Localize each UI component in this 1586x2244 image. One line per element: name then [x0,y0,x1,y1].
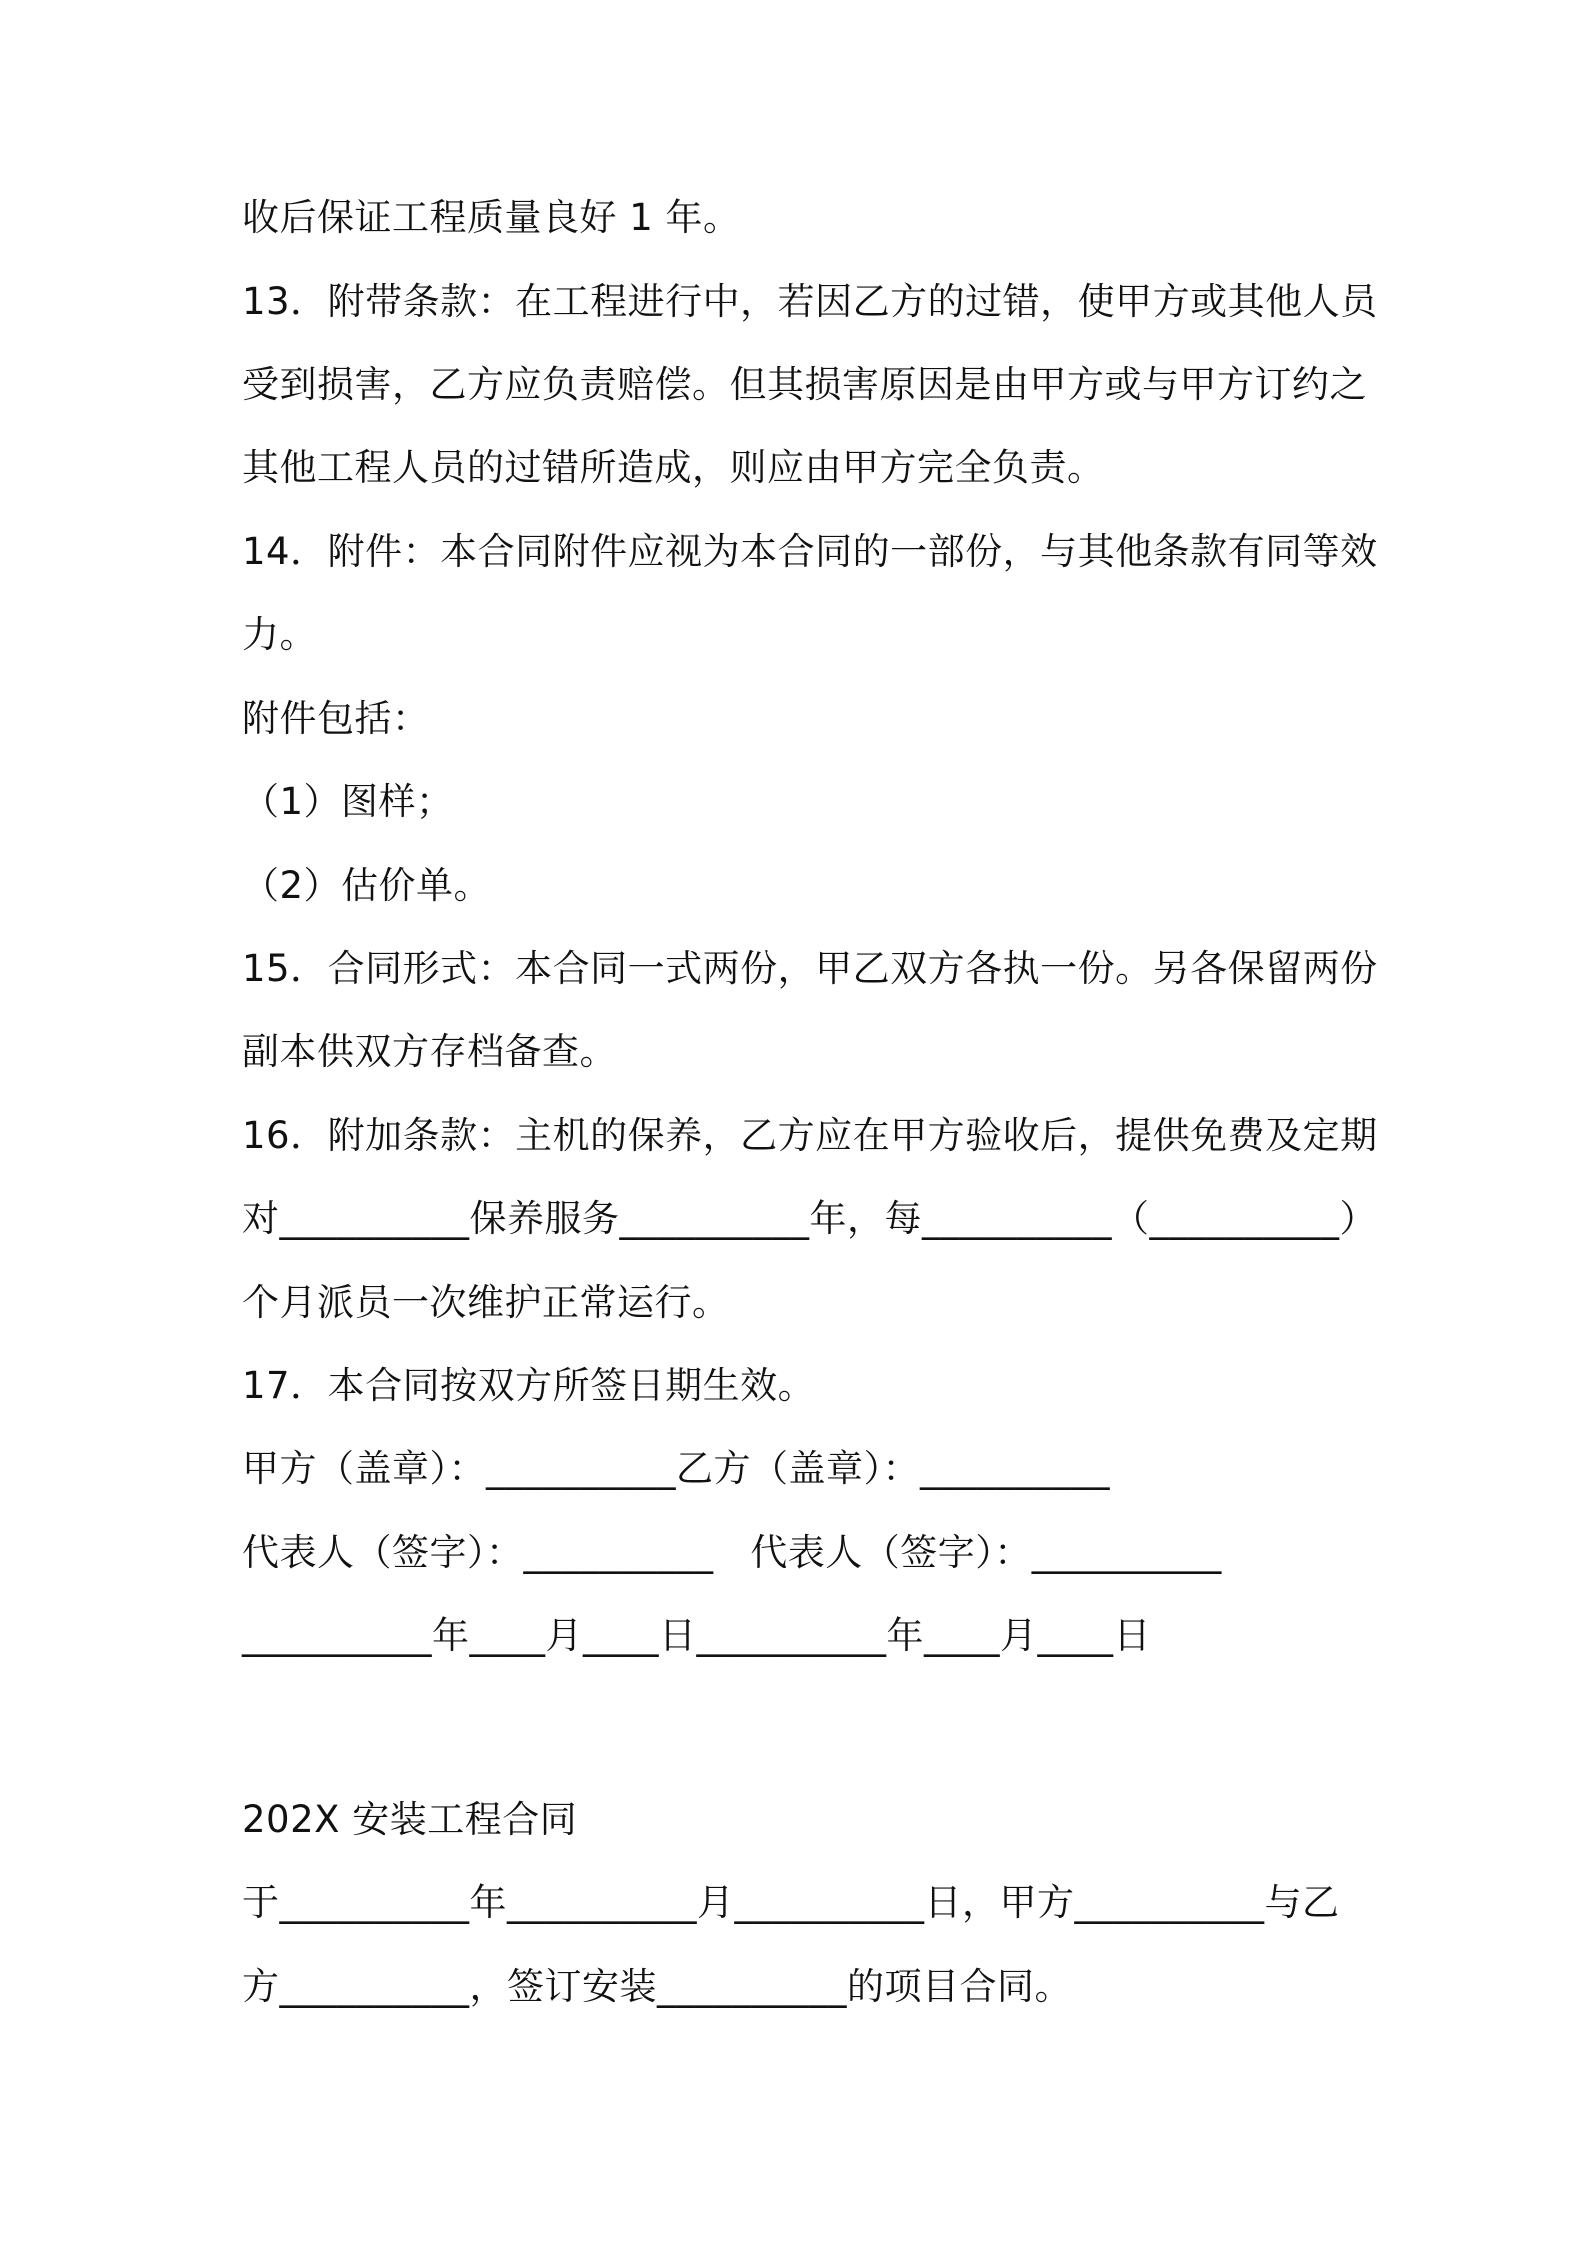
text-line-clause-16-a: 16．附加条款：主机的保养，乙方应在甲方验收后，提供免费及定期 [242,1114,1378,1157]
signature-line-representative: 代表人（签字）：__________ 代表人（签字）：__________ [242,1531,1222,1574]
signature-line-date: __________年____月____日__________年____月____日 [242,1614,1151,1657]
text-line-contract-intro-b: 方__________，签订安装__________的项目合同。 [242,1965,1072,2008]
text-line-attachment-2: （2）估价单。 [242,864,492,907]
text-line-clause-17: 17．本合同按双方所签日期生效。 [242,1364,816,1407]
text-line-clause-16-c: 个月派员一次维护正常运行。 [242,1281,730,1324]
text-line-clause-14-a: 14．附件：本合同附件应视为本合同的一部份，与其他条款有同等效 [242,530,1378,573]
text-line-clause-13-c: 其他工程人员的过错所造成，则应由甲方完全负责。 [242,446,1105,489]
text-line-clause-13-a: 13．附带条款：在工程进行中，若因乙方的过错，使甲方或其他人员 [242,280,1378,323]
text-line-contract-intro-a: 于__________年__________月__________日，甲方__________与乙 [242,1881,1340,1924]
text-line-clause-14-b: 力。 [242,613,317,656]
text-line-clause-15-b: 副本供双方存档备查。 [242,1030,617,1073]
text-line-warranty-end: 收后保证工程质量良好 1 年。 [242,196,741,239]
text-line-attachments-heading: 附件包括： [242,697,430,740]
text-line-attachment-1: （1）图样； [242,780,454,823]
text-line-clause-16-b: 对__________保养服务__________年，每__________（__________） [242,1197,1377,1240]
text-line-clause-13-b: 受到损害，乙方应负责赔偿。但其损害原因是由甲方或与甲方订约之 [242,363,1367,406]
document-title: 202X 安装工程合同 [242,1798,578,1841]
text-line-clause-15-a: 15．合同形式：本合同一式两份，甲乙双方各执一份。另各保留两份 [242,947,1378,990]
signature-line-seal: 甲方（盖章）：__________乙方（盖章）：__________ [242,1447,1110,1490]
